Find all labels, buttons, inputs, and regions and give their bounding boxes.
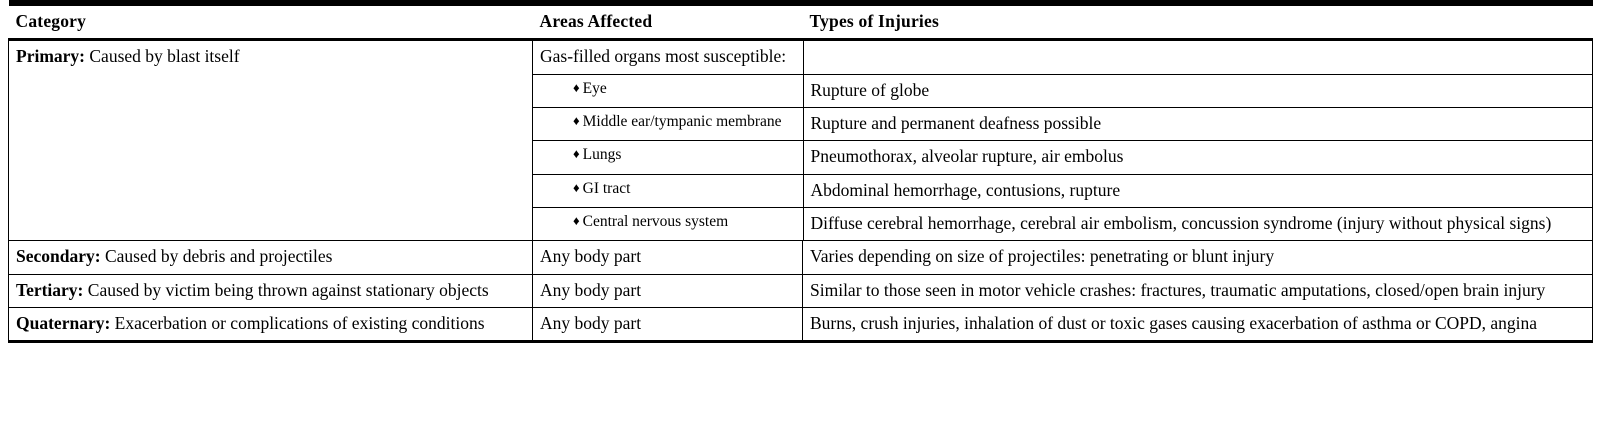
primary-bullet-row [533,141,1593,174]
tertiary-label: Tertiary: [16,279,84,300]
diamond-bullet-icon: ♦ [573,213,580,229]
primary-label: Primary: [16,46,85,67]
primary-area-cns [533,208,803,241]
tertiary-injury-cell: Similar to those seen in motor vehicle crashes: fractures, traumatic amputations, closed/open brain injury [803,274,1593,307]
primary-category-cell [9,40,533,241]
primary-bullet-row [533,174,1593,207]
diamond-bullet-icon: ♦ [573,146,580,162]
primary-bullet-row [533,74,1593,107]
column-header-category: Category [9,5,533,40]
table-header [9,2,1593,40]
primary-areas-intro: Gas-filled organs most susceptible: [533,41,803,74]
table-body [9,40,1593,342]
primary-area-cns-label: Central nervous system [582,213,729,231]
primary-injury-lungs: Pneumothorax, alveolar rupture, air embolus [803,141,1593,174]
table-row-quaternary [9,308,1593,342]
diamond-bullet-icon: ♦ [573,79,580,95]
primary-bullet-row [533,208,1593,241]
quaternary-label: Quaternary: [16,313,111,334]
primary-injury-gi-tract: Abdominal hemorrhage, contusions, rupture [803,174,1593,207]
secondary-injury-cell: Varies depending on size of projectiles: penetrating or blunt injury [803,241,1593,274]
primary-area-gi-tract [533,174,803,207]
secondary-label: Secondary: [16,246,101,267]
tertiary-text: Caused by victim being thrown against stationary objects [83,279,489,300]
column-header-types-of-injuries: Types of Injuries [803,5,1593,40]
secondary-text: Caused by debris and projectiles [100,246,333,267]
table-row-tertiary [9,274,1593,307]
quaternary-text: Exacerbation or complications of existing conditions [110,313,485,334]
quaternary-category-cell [9,308,533,342]
table-row-primary [9,40,1593,241]
tertiary-category-cell [9,274,533,307]
primary-area-middle-ear [533,108,803,141]
primary-area-middle-ear-label: Middle ear/tympanic membrane [582,113,782,131]
secondary-area-cell: Any body part [533,241,803,274]
quaternary-area-cell: Any body part [533,308,803,342]
primary-injury-cns: Diffuse cerebral hemorrhage, cerebral air embolism, concussion syndrome (injury without physical signs) [803,208,1593,241]
blast-injury-table [8,0,1593,343]
tertiary-area-cell: Any body part [533,274,803,307]
primary-text: Caused by blast itself [85,46,240,67]
secondary-category-cell [9,241,533,274]
primary-area-lungs [533,141,803,174]
diamond-bullet-icon: ♦ [573,113,580,129]
primary-sub-table [533,41,1593,240]
primary-area-eye [533,74,803,107]
primary-intro-injury-blank [803,41,1593,74]
primary-bullet-row [533,108,1593,141]
primary-intro-row [533,41,1593,74]
header-row [9,5,1593,40]
diamond-bullet-icon: ♦ [573,179,580,195]
table-row-secondary [9,241,1593,274]
primary-detail-cell [533,40,1593,241]
primary-area-lungs-label: Lungs [582,146,622,164]
primary-injury-middle-ear: Rupture and permanent deafness possible [803,108,1593,141]
quaternary-injury-cell: Burns, crush injuries, inhalation of dust or toxic gases causing exacerbation of asthma or COPD, angina [803,308,1593,342]
column-header-areas-affected: Areas Affected [533,5,803,40]
primary-injury-eye: Rupture of globe [803,74,1593,107]
primary-area-gi-tract-label: GI tract [582,179,631,197]
primary-area-eye-label: Eye [582,79,607,97]
